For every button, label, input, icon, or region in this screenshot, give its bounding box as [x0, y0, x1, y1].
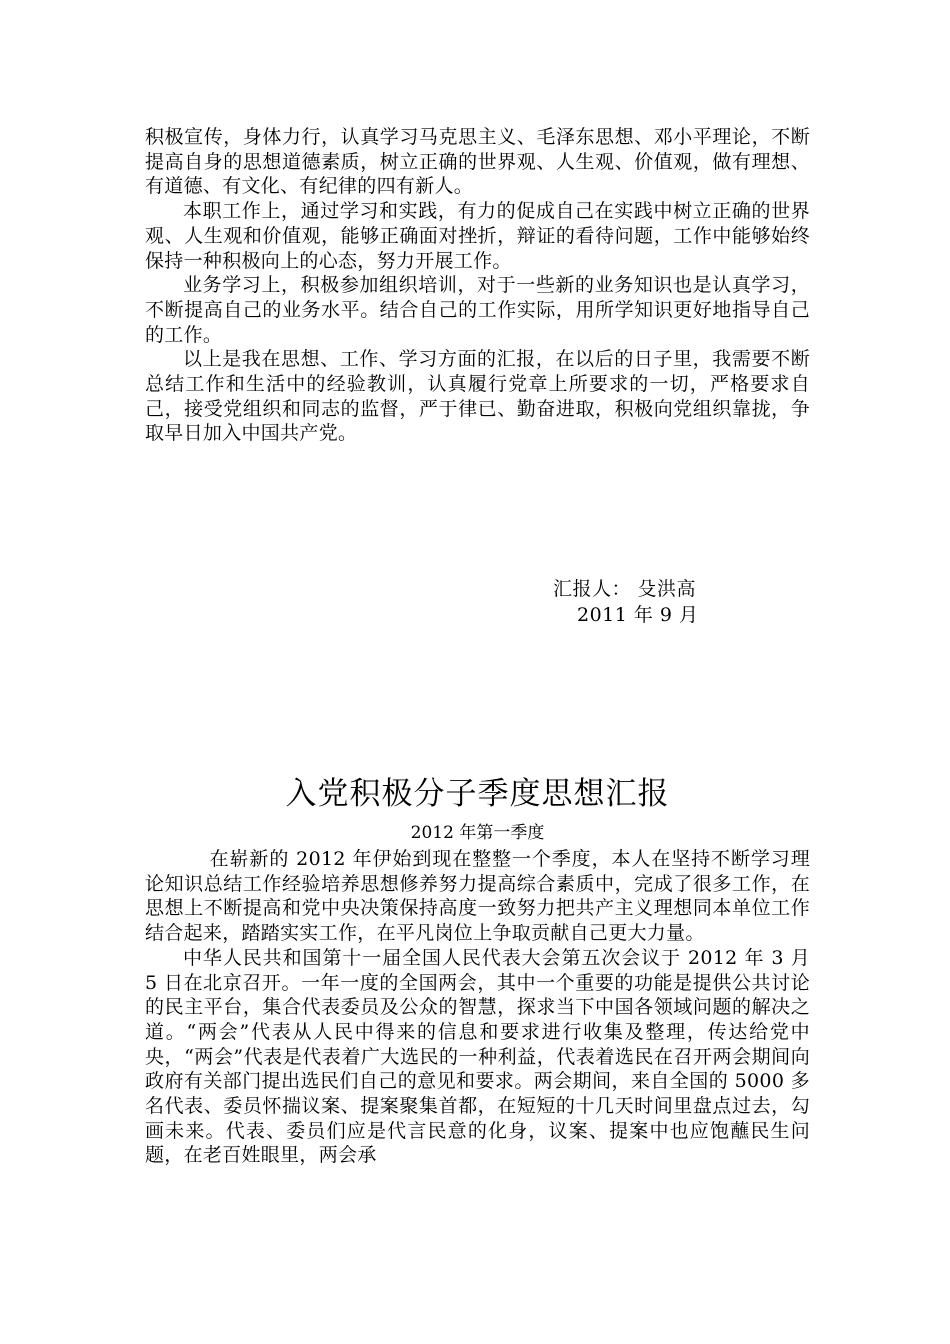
- signature-block: [553, 576, 753, 628]
- document-subtitle: 2012 年第一季度: [410, 823, 545, 843]
- paragraph-conclusion: 以上是我在思想、工作、学习方面的汇报，在以后的日子里，我需要不断总结工作和生活中的经验教训，认真履行党章上所要求的一切，严格要求自己，接受党组织和同志的监督，严于律已、勤奋进取，积极向党组织靠拢，争取早日加入中国共产党。: [145, 348, 810, 445]
- report-body: [145, 847, 810, 1168]
- paragraph-work: 本职工作上，通过学习和实践，有力的促成自己在实践中树立正确的世界观、人生观和价值观，能够正确面对挫折，辩证的看待问题，工作中能够始终保持一种积极向上的心态，努力开展工作。: [145, 200, 810, 272]
- paragraph-two-sessions: 中华人民共和国第十一届全国人民代表大会第五次会议于 2012 年 3 月 5 日在北京召开。一年一度的全国两会，其中一个重要的功能是提供公共讨论的民主平台，集合代表委员及公众的智慧，探求当下中国各领域问题的解决之道。“两会”代表从人民中得来的信息和要求进行收集及整理，传达给党中央，“两会”代表是代表着广大选民的一种利益，代表着选民在召开两会期间向政府有关部门提出选民们自己的意见和要求。两会期间，来自全国的 5000 多名代表、委员怀揣议案、提案聚集首都，在短短的十几天时间里盘点过去，勾画未来。代表、委员们应是代言民意的化身，议案、提案中也应饱蘸民生问题，在老百姓眼里，两会承: [145, 946, 810, 1167]
- reporter-line: 汇报人： 殳洪高: [553, 578, 697, 600]
- report-date: 2011 年 9 月: [577, 604, 699, 626]
- paragraph-study: 业务学习上，积极参加组织培训，对于一些新的业务知识也是认真学习，不断提高自己的业务水平。结合自己的工作实际，用所学知识更好地指导自己的工作。: [145, 274, 810, 346]
- paragraph-continued: 积极宣传，身体力行，认真学习马克思主义、毛泽东思想、邓小平理论，不断提高自身的思想道德素质，树立正确的世界观、人生观、价值观，做有理想、有道德、有文化、有纪律的四有新人。: [145, 126, 810, 198]
- report-body-continued: [145, 125, 810, 446]
- document-title: 入党积极分子季度思想汇报: [285, 776, 670, 812]
- paragraph-intro: 在崭新的 2012 年伊始到现在整整一个季度，本人在坚持不断学习理论知识总结工作经验培养思想修养努力提高综合素质中，完成了很多工作，在思想上不断提高和党中央决策保持高度一致努力把共产主义理想同本单位工作结合起来，踏踏实实工作，在平凡岗位上争取贡献自己更大力量。: [145, 848, 810, 945]
